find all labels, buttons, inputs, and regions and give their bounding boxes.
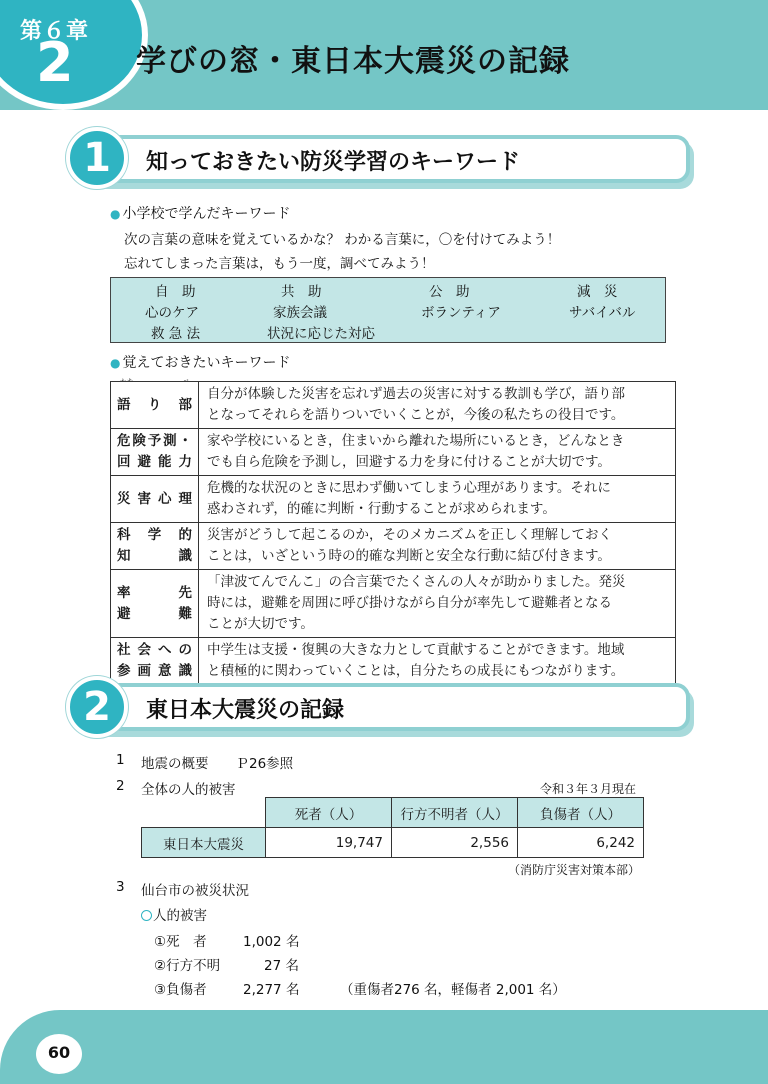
keyword-item: ボランティア <box>421 305 501 321</box>
bullet-dot-icon: ● <box>110 356 121 370</box>
subhead-keywords-to-remember: ● 覚えておきたいキーワード <box>110 355 291 371</box>
column-header: 死者（人） <box>266 798 392 828</box>
keyword-item: 家族会議 <box>273 305 327 321</box>
keyword-item: 救 急 法 <box>151 326 201 342</box>
column-header: 行方不明者（人） <box>392 798 518 828</box>
keyword-item: 公 助 <box>429 284 470 300</box>
casualty-value: 2,277 名 <box>243 982 300 998</box>
desc-cell: 家や学校にいるとき，住まいから離れた場所にいるとき，どんなとき でも自ら危険を予測し，回避する力を身に付けることが大切です。 <box>199 429 676 476</box>
casualty-label: ②行方不明 <box>154 958 221 974</box>
damage-table <box>141 797 644 858</box>
term-cell: 科 学 的 知 識 <box>111 523 199 570</box>
table-cell: 2,556 <box>392 828 518 858</box>
term-cell: 災害心理 <box>111 476 199 523</box>
injury-breakdown: （重傷者276 名，軽傷者 2,001 名） <box>340 982 566 998</box>
table-row <box>142 828 644 858</box>
desc-cell: 「津波てんでんこ」の合言葉でたくさんの人々が助かりました。発災 時には，避難を周囲に呼び掛けながら自分が率先して避難者となる ことが大切です。 <box>199 570 676 638</box>
subhead-learned-keywords: ● 小学校で学んだキーワード <box>110 206 291 222</box>
table-row <box>111 523 676 570</box>
intro-line-1: 次の言葉の意味を覚えているかな？ わかる言葉に，〇を付けてみよう！ <box>124 232 561 248</box>
section2-number: 2 <box>83 684 111 730</box>
circle-icon <box>141 910 152 921</box>
item1-number: 1 <box>116 752 125 768</box>
footer-band <box>0 1010 768 1084</box>
intro-line-2: 忘れてしまった言葉は，もう一度，調べてみよう！ <box>124 256 435 272</box>
desc-cell: 中学生は支援・復興の大きな力として貢献することができます。地域 と積極的に関わっていくことは，自分たちの成長にもつながります。 <box>199 638 676 685</box>
casualty-label: ③負傷者 <box>154 982 207 998</box>
table-row <box>111 476 676 523</box>
table-header-row <box>142 798 644 828</box>
keyword-item: 状況に応じた対応 <box>267 326 375 342</box>
chapter-label: 第６章 <box>20 19 90 44</box>
term-cell: 社会への 参画意識 <box>111 638 199 685</box>
date-note: 令和３年３月現在 <box>540 782 637 796</box>
table-row <box>111 429 676 476</box>
table-row <box>111 638 676 685</box>
table-row <box>111 382 676 429</box>
item3-number: 3 <box>116 879 125 895</box>
desc-cell: 自分が体験した災害を忘れず過去の災害に対する教訓も学び，語り部 となってそれらを語りついでいくことが，今後の私たちの役目です。 <box>199 382 676 429</box>
chapter-number: 2 <box>36 31 74 94</box>
section2-title: 東日本大震災の記録 <box>146 698 345 723</box>
casualty-value: 27 名 <box>264 958 299 974</box>
desc-cell: 災害がどうして起こるのか，そのメカニズムを正しく理解しておく ことは，いざという時の的確な判断と安全な行動に結び付きます。 <box>199 523 676 570</box>
term-cell: 率 先 避 難 <box>111 570 199 638</box>
keyword-box <box>110 277 666 343</box>
casualty-value: 1,002 名 <box>243 934 300 950</box>
keyword-item: 減 災 <box>577 284 618 300</box>
page-title: 学びの窓・東日本大震災の記録 <box>136 44 570 79</box>
section1-number: 1 <box>83 135 111 181</box>
blank-cell <box>142 798 266 828</box>
section1-title: 知っておきたい防災学習のキーワード <box>146 150 521 175</box>
section2-bar <box>100 683 690 731</box>
section1-number-badge <box>66 127 128 189</box>
table-cell: 19,747 <box>266 828 392 858</box>
keyword-item: 共 助 <box>281 284 322 300</box>
table-cell: 6,242 <box>518 828 644 858</box>
term-cell: 語 り 部 <box>111 382 199 429</box>
table-row <box>111 570 676 638</box>
row-header: 東日本大震災 <box>142 828 266 858</box>
keyword-item: 心のケア <box>145 305 199 321</box>
casualty-label: ①死 者 <box>154 934 207 950</box>
page-number-badge <box>36 1034 82 1074</box>
desc-cell: 危機的な状況のときに思わず働いてしまう心理があります。それに 惑わされず，的確に判断・行動することが求められます。 <box>199 476 676 523</box>
section2-number-badge <box>66 676 128 738</box>
item2-number: 2 <box>116 778 125 794</box>
term-cell: 危険予測・ 回避能力 <box>111 429 199 476</box>
item1-text: 地震の概要 Ｐ26参照 <box>141 756 294 772</box>
source-note: （消防庁災害対策本部） <box>508 863 641 877</box>
item2-text: 全体の人的被害 <box>141 782 236 798</box>
bullet-dot-icon: ● <box>110 207 121 221</box>
page-number: 60 <box>47 1043 71 1062</box>
sub-label-casualties: 人的被害 <box>141 904 207 924</box>
section1-bar <box>100 135 690 183</box>
keyword-item: 自 助 <box>155 284 196 300</box>
keyword-item: サバイバル <box>569 305 636 321</box>
keyword-table <box>110 381 676 685</box>
column-header: 負傷者（人） <box>518 798 644 828</box>
item3-text: 仙台市の被災状況 <box>141 883 249 899</box>
